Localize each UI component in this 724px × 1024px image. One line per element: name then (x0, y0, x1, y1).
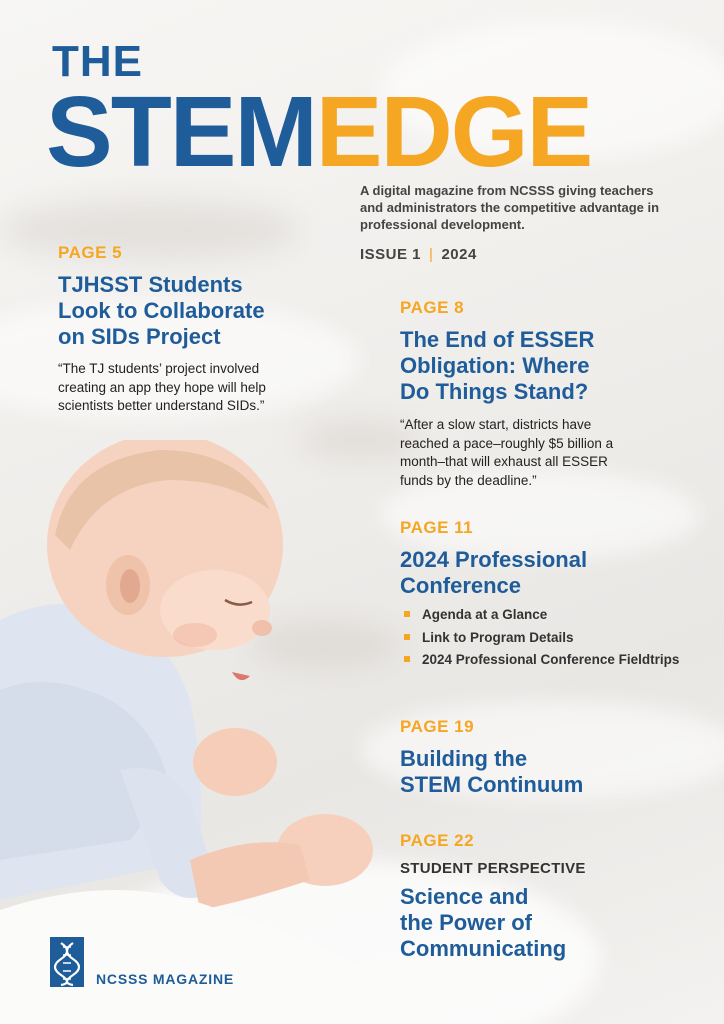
quote-line: creating an app they hope will help (58, 379, 266, 395)
list-item-label: Link to Program Details (422, 629, 574, 645)
article-page-label[interactable]: PAGE 5 (58, 243, 123, 262)
headline-line: STEM Continuum (400, 771, 584, 797)
article-page-label[interactable]: PAGE 22 (400, 831, 475, 850)
headline-line: Do Things Stand? (400, 378, 589, 404)
headline-line: Building the (400, 746, 528, 771)
article-headline[interactable] (400, 547, 690, 599)
issue-year: 2024 (441, 246, 477, 263)
quote-line: “After a slow start, districts have (400, 417, 592, 432)
list-item-label: Agenda at a Glance (422, 607, 548, 622)
quote-line: scientists better understand SIDs.” (58, 398, 265, 414)
headline-line: 2024 Professional (400, 547, 588, 572)
headline-line: on SIDs Project (58, 323, 221, 349)
article-headline[interactable] (400, 746, 690, 798)
tagline: A digital magazine from NCSSS giving teachers and administrators the competitive advantage in professional development. (360, 183, 660, 232)
conference-link-fieldtrips[interactable] (404, 651, 684, 669)
article-page-label[interactable]: PAGE 19 (400, 717, 475, 736)
dna-helix-icon (50, 937, 84, 987)
masthead-stem: STEM (46, 76, 316, 188)
article-page-label[interactable]: PAGE 11 (400, 518, 474, 537)
headline-line: Look to Collaborate (58, 297, 265, 323)
quote-line: funds by the deadline.” (400, 472, 537, 488)
headline-line: The End of ESSER (400, 327, 595, 352)
headline-line: the Power of (400, 909, 533, 935)
article-quote (58, 360, 338, 416)
issue-line (360, 246, 477, 263)
square-bullet-icon (404, 611, 410, 617)
headline-line: Obligation: Where (400, 352, 590, 378)
masthead-edge: EDGE (315, 76, 592, 188)
conference-link-agenda[interactable] (404, 606, 684, 624)
conference-links-list (404, 606, 684, 674)
square-bullet-icon (404, 634, 410, 640)
article-kicker: STUDENT PERSPECTIVE (400, 860, 586, 877)
article-headline[interactable] (400, 327, 690, 405)
headline-line: Communicating (400, 935, 567, 961)
quote-line: month–that will exhaust all ESSER (400, 454, 608, 470)
quote-line: “The TJ students’ project involved (58, 361, 260, 376)
article-quote (400, 416, 690, 491)
issue-number: ISSUE 1 (360, 246, 422, 263)
footer-magazine-label: NCSSS MAGAZINE (96, 971, 234, 987)
masthead-the: THE (52, 37, 143, 86)
quote-line: reached a pace–roughly $5 billion a (400, 435, 614, 451)
article-page-label[interactable]: PAGE 8 (400, 298, 465, 317)
conference-link-program[interactable] (404, 629, 684, 647)
headline-line: Science and (400, 884, 529, 909)
headline-line: Conference (400, 572, 522, 598)
article-headline[interactable] (400, 884, 690, 962)
list-item-label: 2024 Professional Conference Fieldtrips (422, 652, 680, 668)
square-bullet-icon (404, 656, 410, 662)
article-headline[interactable] (58, 272, 348, 350)
masthead-title (46, 76, 592, 188)
headline-line: TJHSST Students (58, 272, 243, 297)
issue-separator: | (429, 246, 434, 263)
